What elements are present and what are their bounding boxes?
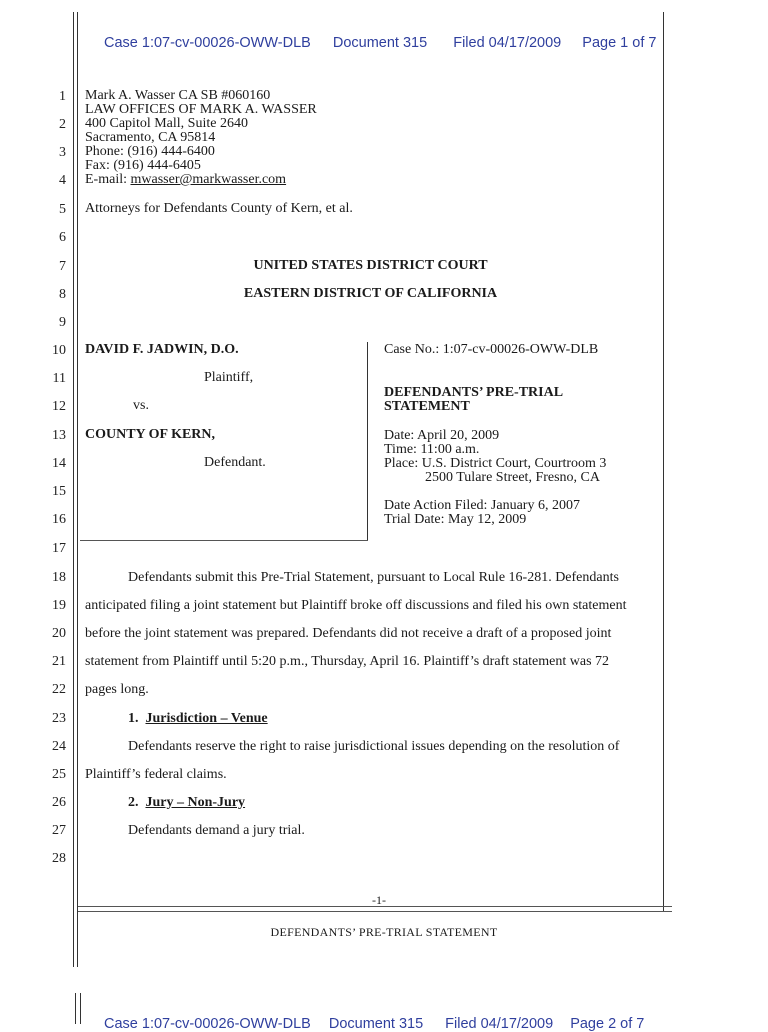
line-number: 9 <box>59 315 66 330</box>
paragraph-line: Plaintiff’s federal claims. <box>85 767 227 782</box>
trial-date: Trial Date: May 12, 2009 <box>384 512 527 527</box>
paragraph-line: Defendants submit this Pre-Trial Statement, pursuant to Local Rule 16-281. Defendants <box>128 570 619 585</box>
right-margin-rule <box>663 12 664 912</box>
caption-divider-horizontal <box>80 540 368 541</box>
line-number: 25 <box>52 767 66 782</box>
line-number: 5 <box>59 202 66 217</box>
line-number: 16 <box>52 512 66 527</box>
left-margin-rule-inner <box>77 12 78 967</box>
left-margin-rule-outer <box>73 12 74 967</box>
header-filed-date: Filed 04/17/2009 <box>453 35 562 51</box>
hearing-date: Date: April 20, 2009 <box>384 428 500 443</box>
header-filed-date: Filed 04/17/2009 <box>445 1016 554 1032</box>
line-number: 26 <box>52 795 66 810</box>
filing-header-stamp <box>104 35 656 51</box>
header-case-number: Case 1:07-cv-00026-OWW-DLB <box>104 35 311 51</box>
attorney-phone: Phone: (916) 444-6400 <box>85 144 215 159</box>
hearing-time: Time: 11:00 a.m. <box>384 442 480 457</box>
paragraph-line: pages long. <box>85 682 149 697</box>
hearing-place-address: 2500 Tulare Street, Fresno, CA <box>425 470 600 485</box>
header-document-number: Document 315 <box>328 1016 424 1032</box>
next-page-margin-rule <box>80 993 81 1024</box>
attorney-name: Mark A. Wasser CA SB #060160 <box>85 88 271 103</box>
section-number: 2. <box>128 795 139 810</box>
date-action-filed: Date Action Filed: January 6, 2007 <box>384 498 580 513</box>
header-page-count: Page 2 of 7 <box>570 1016 645 1032</box>
paragraph-line: Defendants reserve the right to raise jurisdictional issues depending on the resolution of <box>128 739 620 754</box>
line-number: 10 <box>52 343 66 358</box>
document-title-1: DEFENDANTS’ PRE-TRIAL <box>384 385 564 400</box>
paragraph-line: Defendants demand a jury trial. <box>128 823 305 838</box>
line-number: 15 <box>52 484 66 499</box>
email-link[interactable]: mwasser@markwasser.com <box>130 172 287 187</box>
line-number: 8 <box>59 287 66 302</box>
case-number: Case No.: 1:07-cv-00026-OWW-DLB <box>384 342 599 357</box>
line-number: 7 <box>59 259 66 274</box>
defendant-name: COUNTY OF KERN, <box>85 427 216 442</box>
line-number: 18 <box>52 570 66 585</box>
header-document-number: Document 315 <box>332 35 428 51</box>
line-number: 3 <box>59 145 66 160</box>
line-number: 11 <box>52 371 66 386</box>
line-number: 12 <box>52 399 66 414</box>
attorney-email-line <box>85 173 286 187</box>
attorney-firm: LAW OFFICES OF MARK A. WASSER <box>85 102 317 117</box>
line-number: 14 <box>52 456 66 471</box>
court-name: UNITED STATES DISTRICT COURT <box>253 258 488 273</box>
line-number: 19 <box>52 598 66 613</box>
footer-rule-bottom <box>78 911 672 912</box>
section-heading-jury <box>128 795 245 811</box>
section-title: Jury – Non-Jury <box>145 795 246 810</box>
line-number: 1 <box>59 89 66 104</box>
footer-page-number: -1- <box>372 893 386 907</box>
section-number: 1. <box>128 711 139 726</box>
court-district: EASTERN DISTRICT OF CALIFORNIA <box>243 286 498 301</box>
plaintiff-name: DAVID F. JADWIN, D.O. <box>85 342 239 357</box>
line-number: 23 <box>52 711 66 726</box>
caption-divider-vertical <box>367 342 368 540</box>
line-number: 27 <box>52 823 66 838</box>
footer-document-title: DEFENDANTS’ PRE-TRIAL STATEMENT <box>270 925 498 939</box>
next-page-header-stamp <box>104 1016 644 1032</box>
email-label: E-mail: <box>85 172 131 187</box>
defendant-role: Defendant. <box>204 455 266 470</box>
section-heading-jurisdiction <box>128 711 268 727</box>
line-number: 21 <box>52 654 66 669</box>
section-title: Jurisdiction – Venue <box>145 711 268 726</box>
line-number: 20 <box>52 626 66 641</box>
attorney-address2: Sacramento, CA 95814 <box>85 130 216 145</box>
header-case-number: Case 1:07-cv-00026-OWW-DLB <box>104 1016 311 1032</box>
versus-label: vs. <box>133 398 149 413</box>
header-page-count: Page 1 of 7 <box>582 35 657 51</box>
next-page-margin-rule <box>75 993 76 1024</box>
attorneys-for: Attorneys for Defendants County of Kern, et al. <box>85 201 353 216</box>
line-number: 4 <box>59 173 66 188</box>
document-title-2: STATEMENT <box>384 399 470 414</box>
attorney-address1: 400 Capitol Mall, Suite 2640 <box>85 116 248 131</box>
line-number: 6 <box>59 230 66 245</box>
attorney-fax: Fax: (916) 444-6405 <box>85 158 201 173</box>
line-number: 2 <box>59 117 66 132</box>
paragraph-line: statement from Plaintiff until 5:20 p.m., Thursday, April 16. Plaintiff’s draft statement was 72 <box>85 654 610 669</box>
hearing-place: Place: U.S. District Court, Courtroom 3 <box>384 456 607 471</box>
line-number: 28 <box>52 851 66 866</box>
line-number: 13 <box>52 428 66 443</box>
paragraph-line: before the joint statement was prepared. Defendants did not receive a draft of a proposed joint <box>85 626 612 641</box>
line-number: 17 <box>52 541 66 556</box>
plaintiff-role: Plaintiff, <box>204 370 254 385</box>
line-number: 22 <box>52 682 66 697</box>
line-number: 24 <box>52 739 66 754</box>
paragraph-line: anticipated filing a joint statement but Plaintiff broke off discussions and filed his own statement <box>85 598 627 613</box>
